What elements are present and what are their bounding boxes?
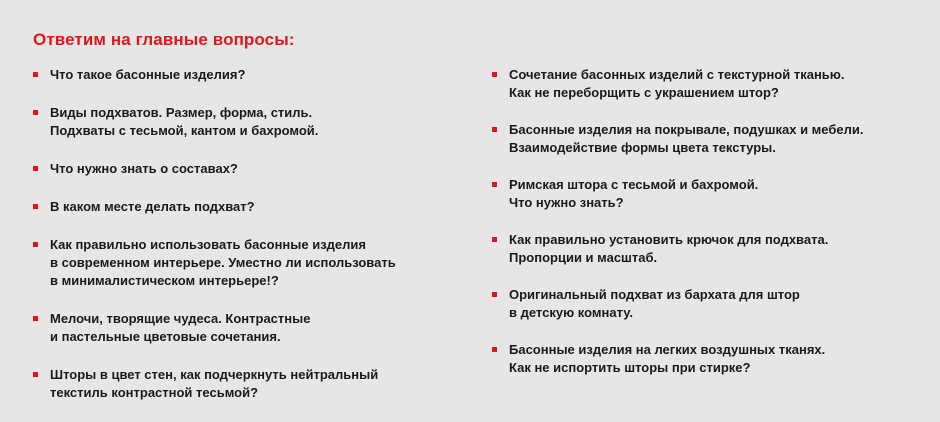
bullet-square-icon [492,237,497,242]
question-line: Как правильно установить крючок для подхвата. [509,232,829,247]
question-line: Что такое басонные изделия? [50,67,246,82]
section-heading: Ответим на главные вопросы: [33,30,295,49]
questions-right-column [492,66,932,396]
question-line: Пропорции и масштаб. [509,250,658,265]
question-line: в современном интерьере. Уместно ли использовать [50,255,396,270]
question-line: Басонные изделия на покрывале, подушках и мебели. [509,122,864,137]
bullet-square-icon [33,372,38,377]
question-item [492,231,932,267]
question-item [33,104,473,140]
question-item [33,366,473,402]
question-item [492,121,932,157]
question-item [33,198,473,216]
bullet-square-icon [33,242,38,247]
question-line: Как не переборщить с украшением штор? [509,85,779,100]
question-line: В каком месте делать подхват? [50,199,255,214]
bullet-square-icon [492,292,497,297]
question-line: текстиль контрастной тесьмой? [50,385,259,400]
bullet-square-icon [33,110,38,115]
question-item [492,66,932,102]
question-item [492,341,932,377]
question-line: Взаимодействие формы цвета текстуры. [509,140,776,155]
question-line: в минималистическом интерьере!? [50,273,279,288]
question-line: Сочетание басонных изделий с текстурной тканью. [509,67,845,82]
question-item [492,176,932,212]
bullet-square-icon [492,72,497,77]
question-line: в детскую комнату. [509,305,633,320]
question-line: Шторы в цвет стен, как подчеркнуть нейтральный [50,367,379,382]
bullet-square-icon [33,72,38,77]
question-line: Что нужно знать? [509,195,624,210]
question-item [33,310,473,346]
question-line: Что нужно знать о составах? [50,161,238,176]
bullet-square-icon [33,204,38,209]
bullet-square-icon [33,316,38,321]
question-item [492,286,932,322]
question-item [33,160,473,178]
question-line: Оригинальный подхват из бархата для штор [509,287,800,302]
question-line: Как правильно использовать басонные изделия [50,237,366,252]
questions-left-column [33,66,473,422]
question-line: Римская штора с тесьмой и бахромой. [509,177,759,192]
bullet-square-icon [33,166,38,171]
question-line: Подхваты с тесьмой, кантом и бахромой. [50,123,319,138]
bullet-square-icon [492,127,497,132]
question-item [33,236,473,290]
bullet-square-icon [492,347,497,352]
question-line: Виды подхватов. Размер, форма, стиль. [50,105,313,120]
question-line: Басонные изделия на легких воздушных тканях. [509,342,826,357]
question-line: Мелочи, творящие чудеса. Контрастные [50,311,311,326]
question-item [33,66,473,84]
bullet-square-icon [492,182,497,187]
question-line: и пастельные цветовые сочетания. [50,329,281,344]
question-line: Как не испортить шторы при стирке? [509,360,751,375]
